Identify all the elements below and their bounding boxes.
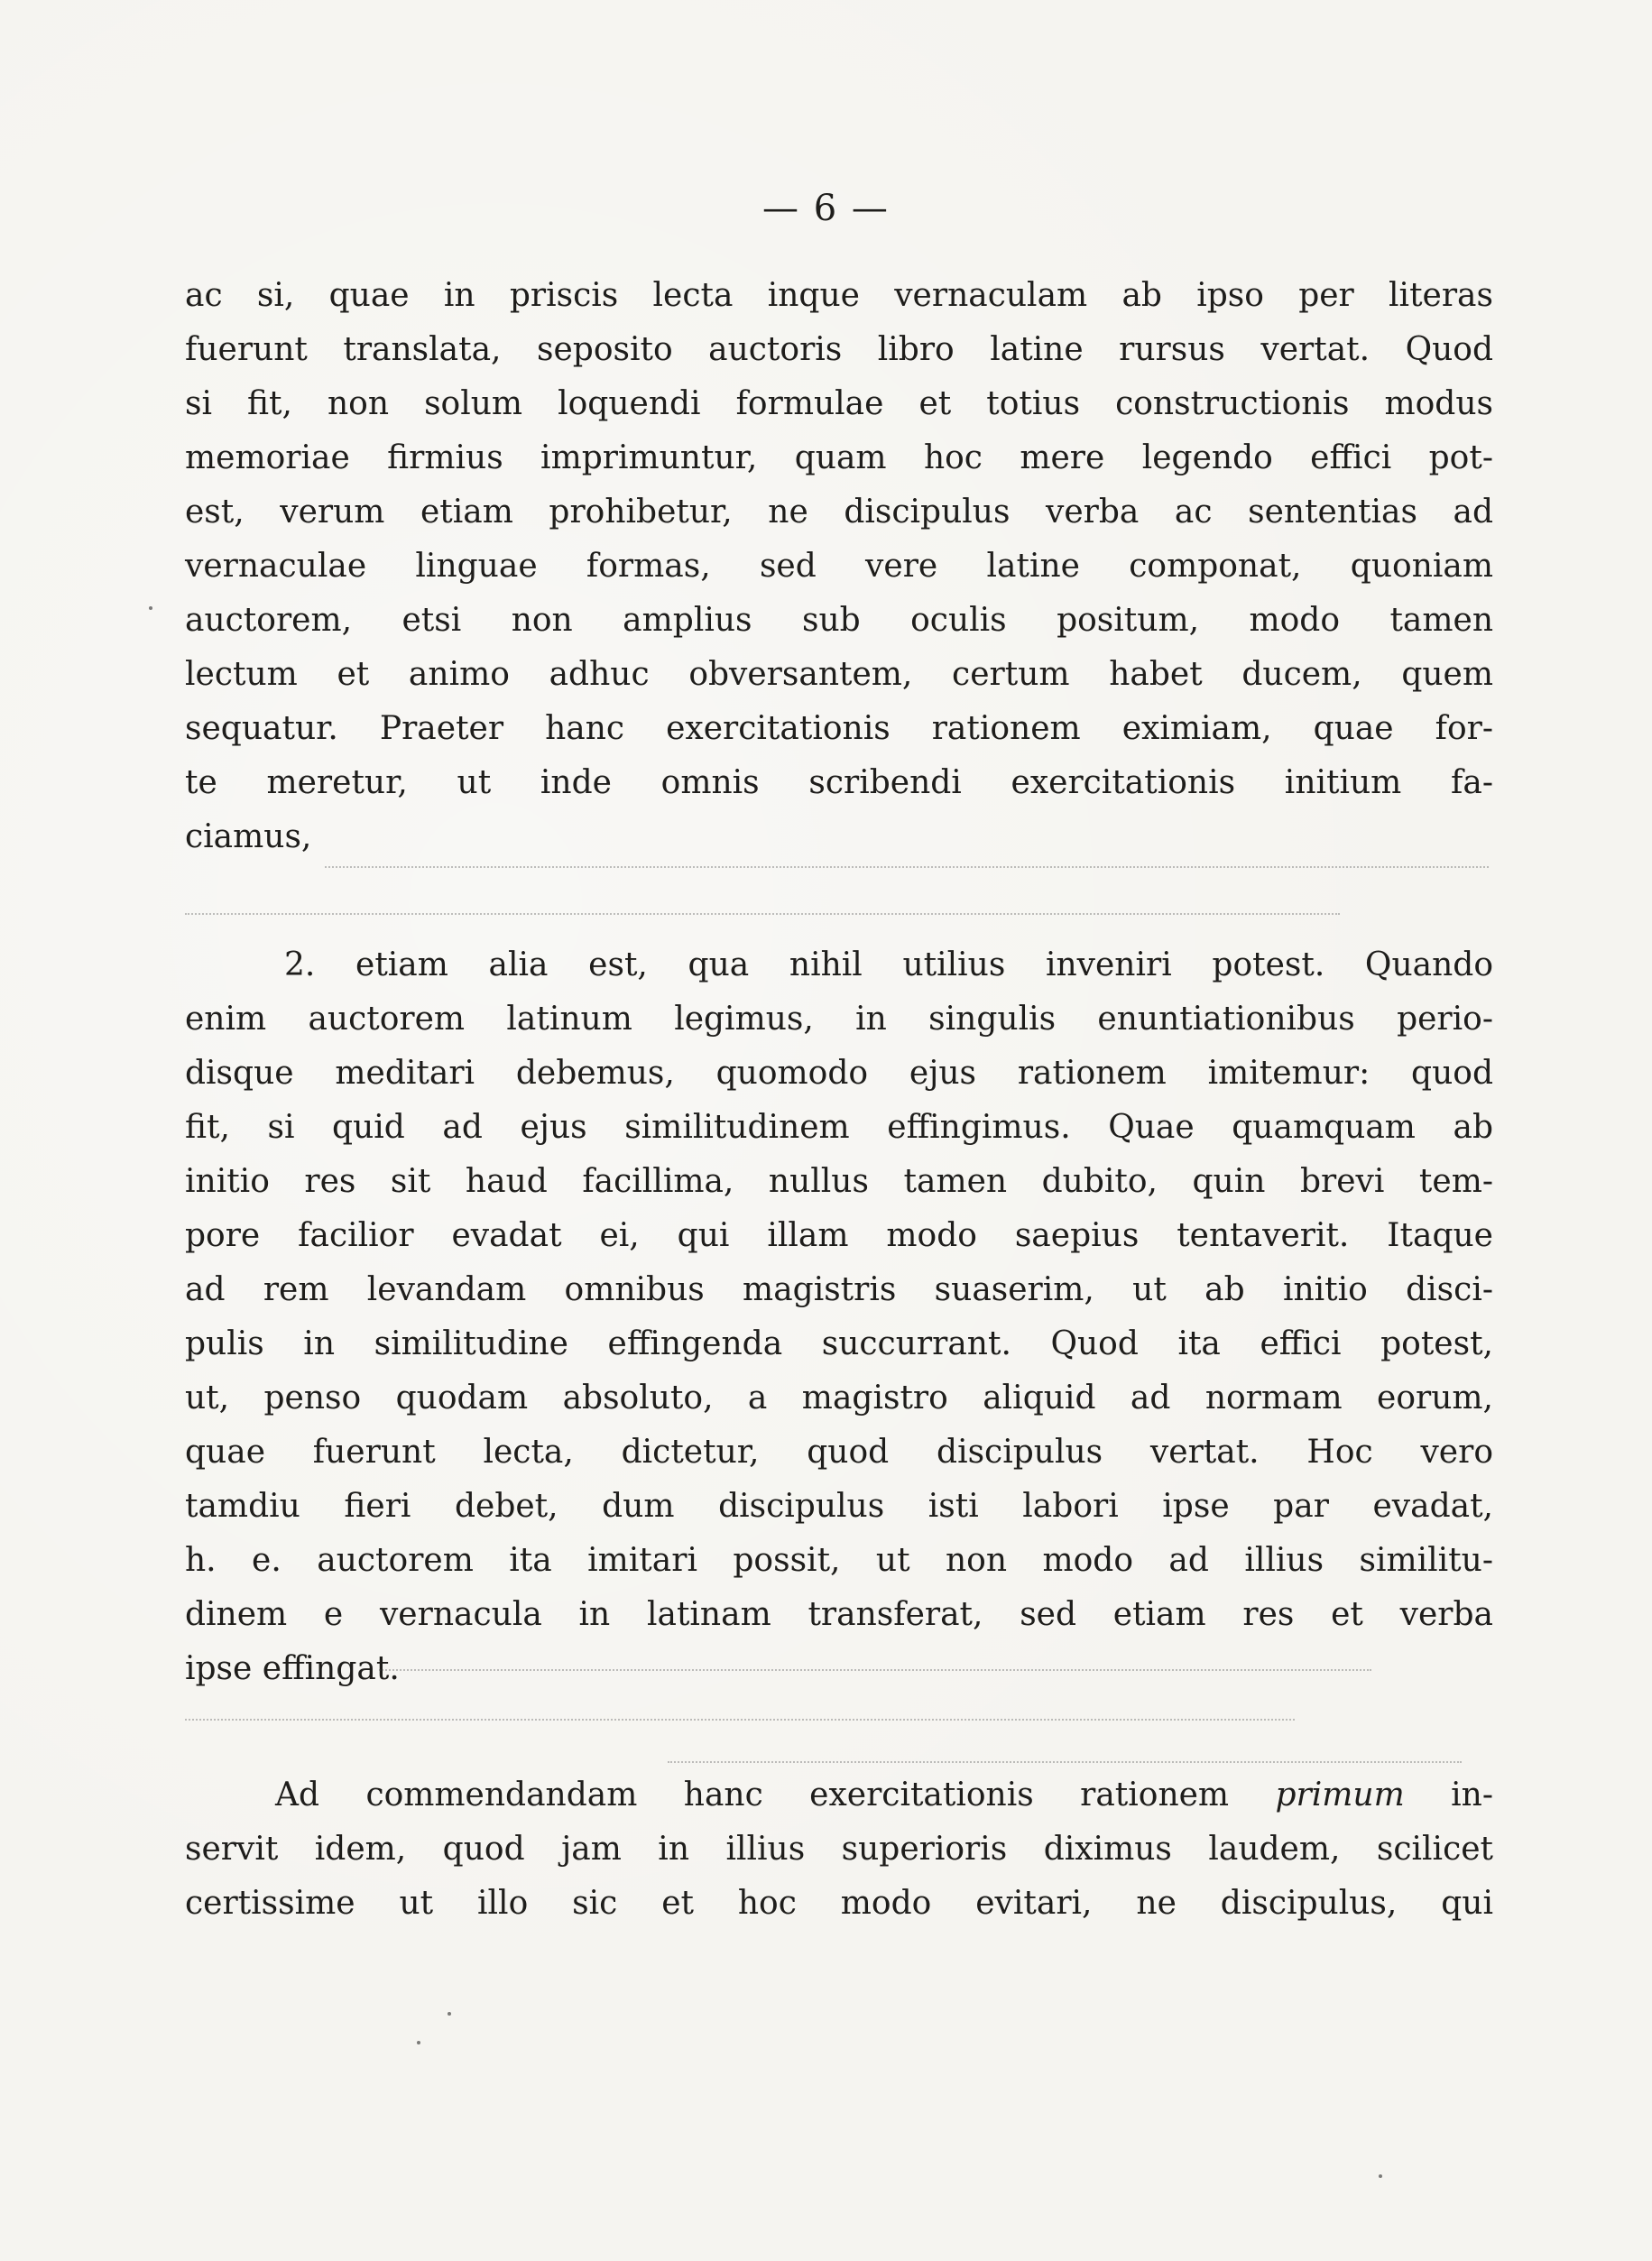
paragraph-3 — [185, 1768, 1493, 1931]
text-line: servit idem, quod jam in illius superioris diximus laudem, scilicet — [185, 1831, 1493, 1868]
text-line: lectum et animo adhuc obversantem, certum habet ducem, quem — [185, 656, 1493, 693]
paragraph-2 — [185, 938, 1493, 1696]
text-line: pulis in similitudine effingenda succurrant. Quod ita effici potest, — [185, 1325, 1493, 1362]
text-line: ad rem levandam omnibus magistris suaserim, ut ab initio disci- — [185, 1271, 1493, 1308]
text-segment: Ad commendandam hanc exercitationis rationem — [275, 1776, 1230, 1813]
text-line: dinem e vernacula in latinam transferat, sed etiam res et verba — [185, 1596, 1493, 1633]
text-line: initio res sit haud facillima, nullus tamen dubito, quin brevi tem- — [185, 1163, 1493, 1200]
text-line: quae fuerunt lecta, dictetur, quod discipulus vertat. Hoc vero — [185, 1434, 1493, 1471]
paper-speck — [448, 2012, 451, 2016]
text-line: si fit, non solum loquendi formulae et totius constructionis modus — [185, 385, 1493, 422]
text-line — [185, 1768, 1493, 1823]
text-line: disque meditari debemus, quomodo ejus rationem imitemur: quod — [185, 1055, 1493, 1092]
paper-speck — [417, 2041, 420, 2044]
text-line: ut, penso quodam absoluto, a magistro aliquid ad normam eorum, — [185, 1380, 1493, 1417]
text-line: h. e. auctorem ita imitari possit, ut non modo ad illius similitu- — [185, 1542, 1493, 1579]
text-line: tamdiu fieri debet, dum discipulus isti labori ipse par evadat, — [185, 1488, 1493, 1525]
bleed-through-mark — [185, 913, 1340, 917]
text-line: 2. etiam alia est, qua nihil utilius inveniri potest. Quando — [284, 946, 1493, 983]
paper-speck — [1379, 2174, 1382, 2178]
paper-speck — [149, 606, 152, 610]
bleed-through-mark — [379, 1669, 1371, 1673]
text-line: enim auctorem latinum legimus, in singulis enuntiationibus perio- — [185, 1001, 1493, 1038]
bleed-through-mark — [185, 1719, 1295, 1722]
text-line: ac si, quae in priscis lecta inque vernaculam ab ipso per literas — [185, 277, 1493, 314]
text-line: vernaculae linguae formas, sed vere latine componat, quoniam — [185, 548, 1493, 585]
bleed-through-mark — [325, 866, 1489, 870]
italic-word: primum — [1275, 1776, 1405, 1813]
text-line: auctorem, etsi non amplius sub oculis positum, modo tamen — [185, 602, 1493, 639]
text-line: te meretur, ut inde omnis scribendi exercitationis initium fa- — [185, 764, 1493, 801]
text-line: fit, si quid ad ejus similitudinem effingimus. Quae quamquam ab — [185, 1109, 1493, 1146]
text-line: pore facilior evadat ei, qui illam modo saepius tentaverit. Itaque — [185, 1217, 1493, 1254]
text-segment: in- — [1451, 1776, 1493, 1813]
text-line: certissime ut illo sic et hoc modo evitari, ne discipulus, qui — [185, 1885, 1493, 1922]
page-number: — 6 — — [762, 188, 890, 229]
text-line: est, verum etiam prohibetur, ne discipulus verba ac sententias ad — [185, 494, 1493, 531]
text-line: ipse effingat. — [185, 1650, 400, 1687]
text-line: fuerunt translata, seposito auctoris libro latine rursus vertat. Quod — [185, 331, 1493, 368]
text-line: sequatur. Praeter hanc exercitationis rationem eximiam, quae for- — [185, 710, 1493, 747]
text-line: memoriae firmius imprimuntur, quam hoc mere legendo effici pot- — [185, 439, 1493, 476]
paragraph-1 — [185, 269, 1493, 864]
text-line: ciamus, — [185, 818, 312, 855]
bleed-through-mark — [668, 1761, 1462, 1765]
